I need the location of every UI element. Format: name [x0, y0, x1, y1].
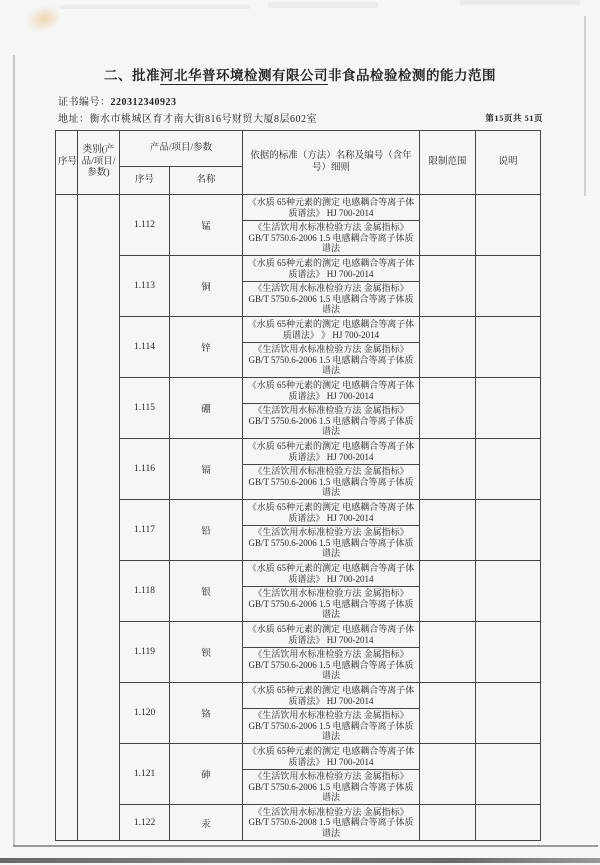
row-number: 1.119 — [120, 622, 170, 683]
standard-text: 《水质 65种元素的测定 电感耦合等离子体质谱法》 HJ 700-2014 — [243, 256, 420, 282]
standard-text: 《水质 65种元素的测定 电感耦合等离子体质谱法》 》 HJ 700-2014 — [243, 317, 420, 343]
address-label: 地址： — [58, 114, 90, 125]
standard-text: 《水质 65种元素的测定 电感耦合等离子体质谱法》 HJ 700-2014 — [243, 500, 420, 526]
scan-smudge — [60, 5, 250, 9]
table-row — [56, 500, 541, 526]
standard-text: 《水质 65种元素的测定 电感耦合等离子体质谱法》 HJ 700-2014 — [243, 561, 420, 587]
row-number: 1.118 — [120, 561, 170, 622]
table-row — [56, 622, 541, 648]
table-row — [56, 561, 541, 587]
standard-text: 《水质 65种元素的测定 电感耦合等离子体质谱法》 HJ 700-2014 — [243, 744, 420, 770]
parameter-name: 锌 — [170, 317, 243, 378]
table-row — [56, 378, 541, 404]
note-cell — [476, 683, 541, 744]
limit-cell — [420, 439, 476, 500]
parameter-name: 铅 — [170, 500, 243, 561]
scan-edge-bottom-band — [0, 858, 600, 863]
table-header — [56, 131, 541, 195]
title-suffix: 非食品检验检测的能力范围 — [328, 68, 496, 83]
parameter-name: 锰 — [170, 195, 243, 256]
standard-text: 《生活饮用水标准检验方法 金属指标》GB/T 5750.6-2006 1.5 电感耦合等离子体质谱法 — [243, 526, 420, 561]
standard-text: 《生活饮用水标准检验方法 金属指标》GB/T 5750.6-2006 1.5 电感耦合等离子体质谱法 — [243, 465, 420, 500]
table-body — [56, 195, 541, 841]
row-number: 1.114 — [120, 317, 170, 378]
standard-text: 《生活饮用水标准检验方法 金属指标》GB/T 5750.6-2006 1.5 电感耦合等离子体质谱法 — [243, 770, 420, 805]
standard-text: 《水质 65种元素的测定 电感耦合等离子体质谱法》 HJ 700-2014 — [243, 622, 420, 648]
note-cell — [476, 561, 541, 622]
note-cell — [476, 195, 541, 256]
table-row — [56, 317, 541, 343]
row-number: 1.117 — [120, 500, 170, 561]
row-number: 1.116 — [120, 439, 170, 500]
header-product-group: 产品/项目/参数 — [120, 131, 243, 167]
note-cell — [476, 378, 541, 439]
table-row — [56, 683, 541, 709]
parameter-name: 硼 — [170, 378, 243, 439]
limit-cell — [420, 317, 476, 378]
page-number: 第15页共 51页 — [485, 113, 543, 123]
table-row — [56, 256, 541, 282]
note-cell — [476, 439, 541, 500]
title-prefix: 二、批准 — [104, 68, 160, 83]
parameter-name: 砷 — [170, 744, 243, 805]
header-sub-seq: 序号 — [120, 167, 170, 195]
row-number: 1.121 — [120, 744, 170, 805]
standard-text: 《水质 65种元素的测定 电感耦合等离子体质谱法》 HJ 700-2014 — [243, 439, 420, 465]
standard-text: 《水质 65种元素的测定 电感耦合等离子体质谱法》 HJ 700-2014 — [243, 378, 420, 404]
row-number: 1.113 — [120, 256, 170, 317]
standard-text: 《生活饮用水标准检验方法 金属指标》GB/T 5750.6-2006 1.5 电感耦合等离子体质谱法 — [243, 282, 420, 317]
standard-text: 《水质 65种元素的测定 电感耦合等离子体质谱法》 HJ 700-2014 — [243, 195, 420, 221]
row-number: 1.122 — [120, 805, 170, 841]
limit-cell — [420, 378, 476, 439]
row-number: 1.112 — [120, 195, 170, 256]
seq-merged-cell — [56, 195, 78, 841]
header-category: 类别(产品/项目/参数) — [78, 131, 120, 195]
standard-text: 《生活饮用水标准检验方法 金属指标》GB/T 5750.6-2006 1.5 电感耦合等离子体质谱法 — [243, 587, 420, 622]
limit-cell — [420, 195, 476, 256]
certificate-label: 证书编号： — [58, 97, 111, 108]
limit-cell — [420, 683, 476, 744]
scan-edge-bottom — [13, 845, 598, 847]
standard-text: 《水质 65种元素的测定 电感耦合等离子体质谱法》 HJ 700-2014 — [243, 683, 420, 709]
address-line — [58, 110, 317, 125]
limit-cell — [420, 622, 476, 683]
table-row — [56, 744, 541, 770]
address-value: 衡水市桃城区育才南大街816号财贸大厦8层602室 — [89, 114, 317, 125]
header-standard: 依据的标准（方法）名称及编号（含年号）细则 — [243, 131, 420, 195]
parameter-name: 钡 — [170, 622, 243, 683]
scan-edge-right — [584, 16, 586, 196]
table-row — [56, 195, 541, 221]
category-merged-cell — [78, 195, 120, 841]
company-name: 河北华普环境检测有限公司 — [160, 68, 328, 83]
header-limit: 限制范围 — [420, 131, 476, 195]
table-row — [56, 439, 541, 465]
limit-cell — [420, 256, 476, 317]
standard-text: 《生活饮用水标准检验方法 金属指标》GB/T 5750.6-2006 1.5 电感耦合等离子体质谱法 — [243, 648, 420, 683]
row-number: 1.115 — [120, 378, 170, 439]
table-row — [56, 805, 541, 841]
header-note: 说明 — [476, 131, 541, 195]
note-cell — [476, 805, 541, 841]
parameter-name: 铬 — [170, 683, 243, 744]
document-title — [0, 64, 600, 84]
standard-text: 《生活饮用水标准检验方法 金属指标》GB/T 5750.6-2006 1.5 电感耦合等离子体质谱法 — [243, 404, 420, 439]
parameter-name: 镉 — [170, 439, 243, 500]
scan-smudge — [460, 0, 580, 5]
parameter-name: 银 — [170, 561, 243, 622]
certificate-number: 220312340923 — [110, 97, 177, 108]
header-seq: 序号 — [56, 131, 78, 195]
capability-table — [55, 130, 541, 841]
parameter-name: 铜 — [170, 256, 243, 317]
parameter-name: 汞 — [170, 805, 243, 841]
limit-cell — [420, 744, 476, 805]
note-cell — [476, 622, 541, 683]
stamp-mark — [23, 2, 65, 36]
header-sub-name: 名称 — [170, 167, 243, 195]
limit-cell — [420, 500, 476, 561]
limit-cell — [420, 805, 476, 841]
standard-text: 《生活饮用水标准检验方法 金属指标》GB/T 5750.6-2008 1.5 电感耦合等离子体质谱法 — [243, 805, 420, 841]
certificate-line — [58, 93, 177, 108]
scan-smudge — [268, 2, 378, 8]
note-cell — [476, 744, 541, 805]
standard-text: 《生活饮用水标准检验方法 金属指标》GB/T 5750.6-2006 1.5 电感耦合等离子体质谱法 — [243, 221, 420, 256]
row-number: 1.120 — [120, 683, 170, 744]
note-cell — [476, 317, 541, 378]
standard-text: 《生活饮用水标准检验方法 金属指标》GB/T 5750.6-2006 1.5 电感耦合等离子体质谱法 — [243, 709, 420, 744]
scan-edge-left — [13, 55, 15, 847]
note-cell — [476, 256, 541, 317]
limit-cell — [420, 561, 476, 622]
standard-text: 《生活饮用水标准检验方法 金属指标》GB/T 5750.6-2006 1.5 电感耦合等离子体质谱法 — [243, 343, 420, 378]
note-cell — [476, 500, 541, 561]
